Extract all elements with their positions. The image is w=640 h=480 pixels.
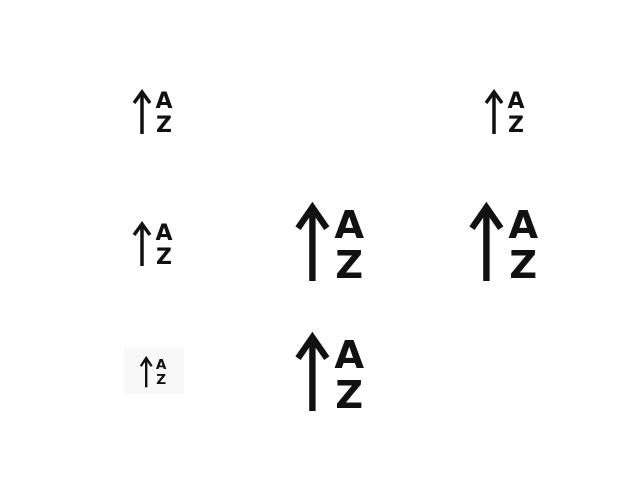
sort-ascending-icon	[464, 200, 544, 288]
sort-ascending-icon	[290, 200, 370, 288]
letter-bottom: Z	[156, 245, 172, 270]
sort-ascending-glyph	[290, 200, 370, 288]
sort-ascending-glyph	[478, 86, 528, 136]
sort-ascending-glyph	[290, 330, 370, 418]
sort-ascending-glyph	[126, 218, 176, 268]
letter-top: A	[155, 356, 167, 373]
sort-ascending-icon	[126, 86, 176, 136]
letter-top: A	[334, 332, 365, 378]
sort-ascending-icon	[290, 330, 370, 418]
letter-top: A	[155, 221, 173, 246]
letter-bottom: Z	[335, 242, 364, 288]
sort-ascending-icon	[478, 86, 528, 136]
letter-bottom: Z	[509, 242, 538, 288]
letter-top: A	[334, 202, 365, 248]
letter-bottom: Z	[508, 113, 524, 138]
sort-ascending-icon	[136, 354, 170, 388]
sort-ascending-icon	[126, 218, 176, 268]
letter-bottom: Z	[156, 113, 172, 138]
sort-ascending-glyph	[126, 86, 176, 136]
letter-top: A	[507, 89, 525, 114]
letter-bottom: Z	[156, 371, 167, 388]
letter-bottom: Z	[335, 372, 364, 418]
sort-ascending-glyph	[464, 200, 544, 288]
letter-top: A	[155, 89, 173, 114]
letter-top: A	[508, 202, 539, 248]
sort-ascending-glyph	[136, 354, 170, 388]
